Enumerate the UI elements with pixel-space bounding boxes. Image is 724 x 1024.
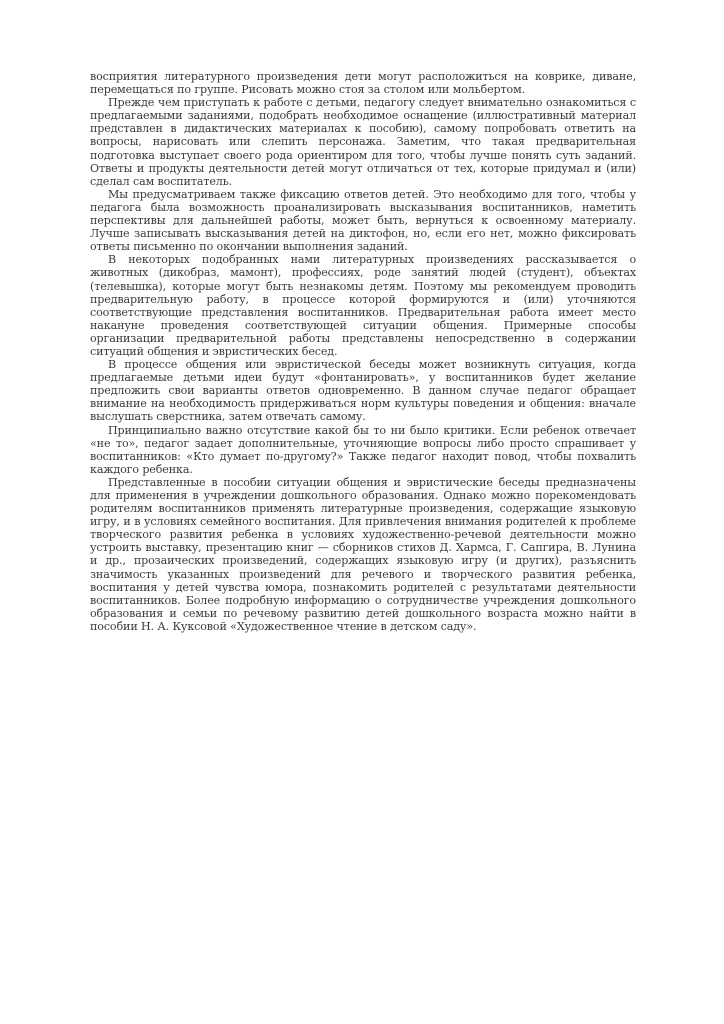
paragraph-communication-norms: В процессе общения или эвристической беседы может возникнуть ситуация, когда предлагаемые детьми идеи будут «фонтанировать», у воспитанников будет желание предложить свои варианты ответов одновременно. В данном случае педагог обращает внимание на необходимость придерживаться норм культуры поведения и общения: вначале выслушать сверстника, затем отвечать самому. <box>90 358 636 424</box>
paragraph-preliminary-work: В некоторых подобранных нами литературных произведениях рассказывается о животных (дикобраз, мамонт), профессиях, роде занятий людей (студент), объектах (телевышка), которые могут быть незнакомы детям. Поэтому мы рекомендуем проводить предварительную работу, в процессе которой формируются и (или) уточняются соответствующие представления воспитанников. Предварительная работа имеет место накануне проведения соответствующей ситуации общения. Примерные способы организации предварительной работы представлены непосредственно в содержании ситуаций общения и эвристических бесед. <box>90 253 636 358</box>
paragraph-continuation: восприятия литературного произведения дети могут расположиться на коврике, диване, перемещаться по группе. Рисовать можно стоя за столом или мольбертом. <box>90 70 636 97</box>
paragraph-recording-answers: Мы предусматриваем также фиксацию ответов детей. Это необходимо для того, чтобы у педагога была возможность проанализировать высказывания воспитанников, наметить перспективы для дальнейшей работы, может быть, вернуться к освоенному материалу. Лучше записывать высказывания детей на диктофон, но, если его нет, можно фиксировать ответы письменно по окончании выполнения заданий. <box>90 187 636 254</box>
paragraph-family-cooperation: Представленные в пособии ситуации общения и эвристические беседы предназначены для применения в учреждении дошкольного образования. Однако можно порекомендовать родителям воспитанников применять литературные произведения, содержащие языковую игру, и в условиях семейного воспитания. Для привлечения внимания родителей к проблеме творческого развития ребенка в условиях художественно-речевой деятельности можно устроить выставку, презентацию книг — сборников стихов Д. Хармса, Г. Сапгира, В. Лунина и др., прозаических произведений, содержащих языковую игру (и других), разъяснить значимость указанных произведений для речевого и творческого развития ребенка, воспитания у детей чувства юмора, познакомить родителей с результатами деятельности воспитанников. Более подробную информацию о сотрудничестве учреждения дошкольного образования и семьи по речевому развитию детей дошкольного возраста можно найти в пособии Н. А. Куксовой «Художественное чтение в детском саду». <box>90 475 636 633</box>
document-page <box>90 70 636 633</box>
paragraph-preparation: Прежде чем приступать к работе с детьми, педагогу следует внимательно ознакомиться с предлагаемыми заданиями, подобрать необходимое оснащение (иллюстративный материал представлен в дидактических материалах к пособию), самому попробовать ответить на вопросы, нарисовать или слепить персонажа. Заметим, что такая предварительная подготовка выступает своего рода ориентиром для того, чтобы лучше понять суть заданий. Ответы и продукты деятельности детей могут отличаться от тех, которые придумал и (или) сделал сам воспитатель. <box>90 96 636 188</box>
paragraph-no-criticism: Принципиально важно отсутствие какой бы то ни было критики. Если ребенок отвечает «не то», педагог задает дополнительные, уточняющие вопросы либо просто спрашивает у воспитанников: «Кто думает по-другому?» Также педагог находит повод, чтобы похвалить каждого ребенка. <box>90 423 636 476</box>
